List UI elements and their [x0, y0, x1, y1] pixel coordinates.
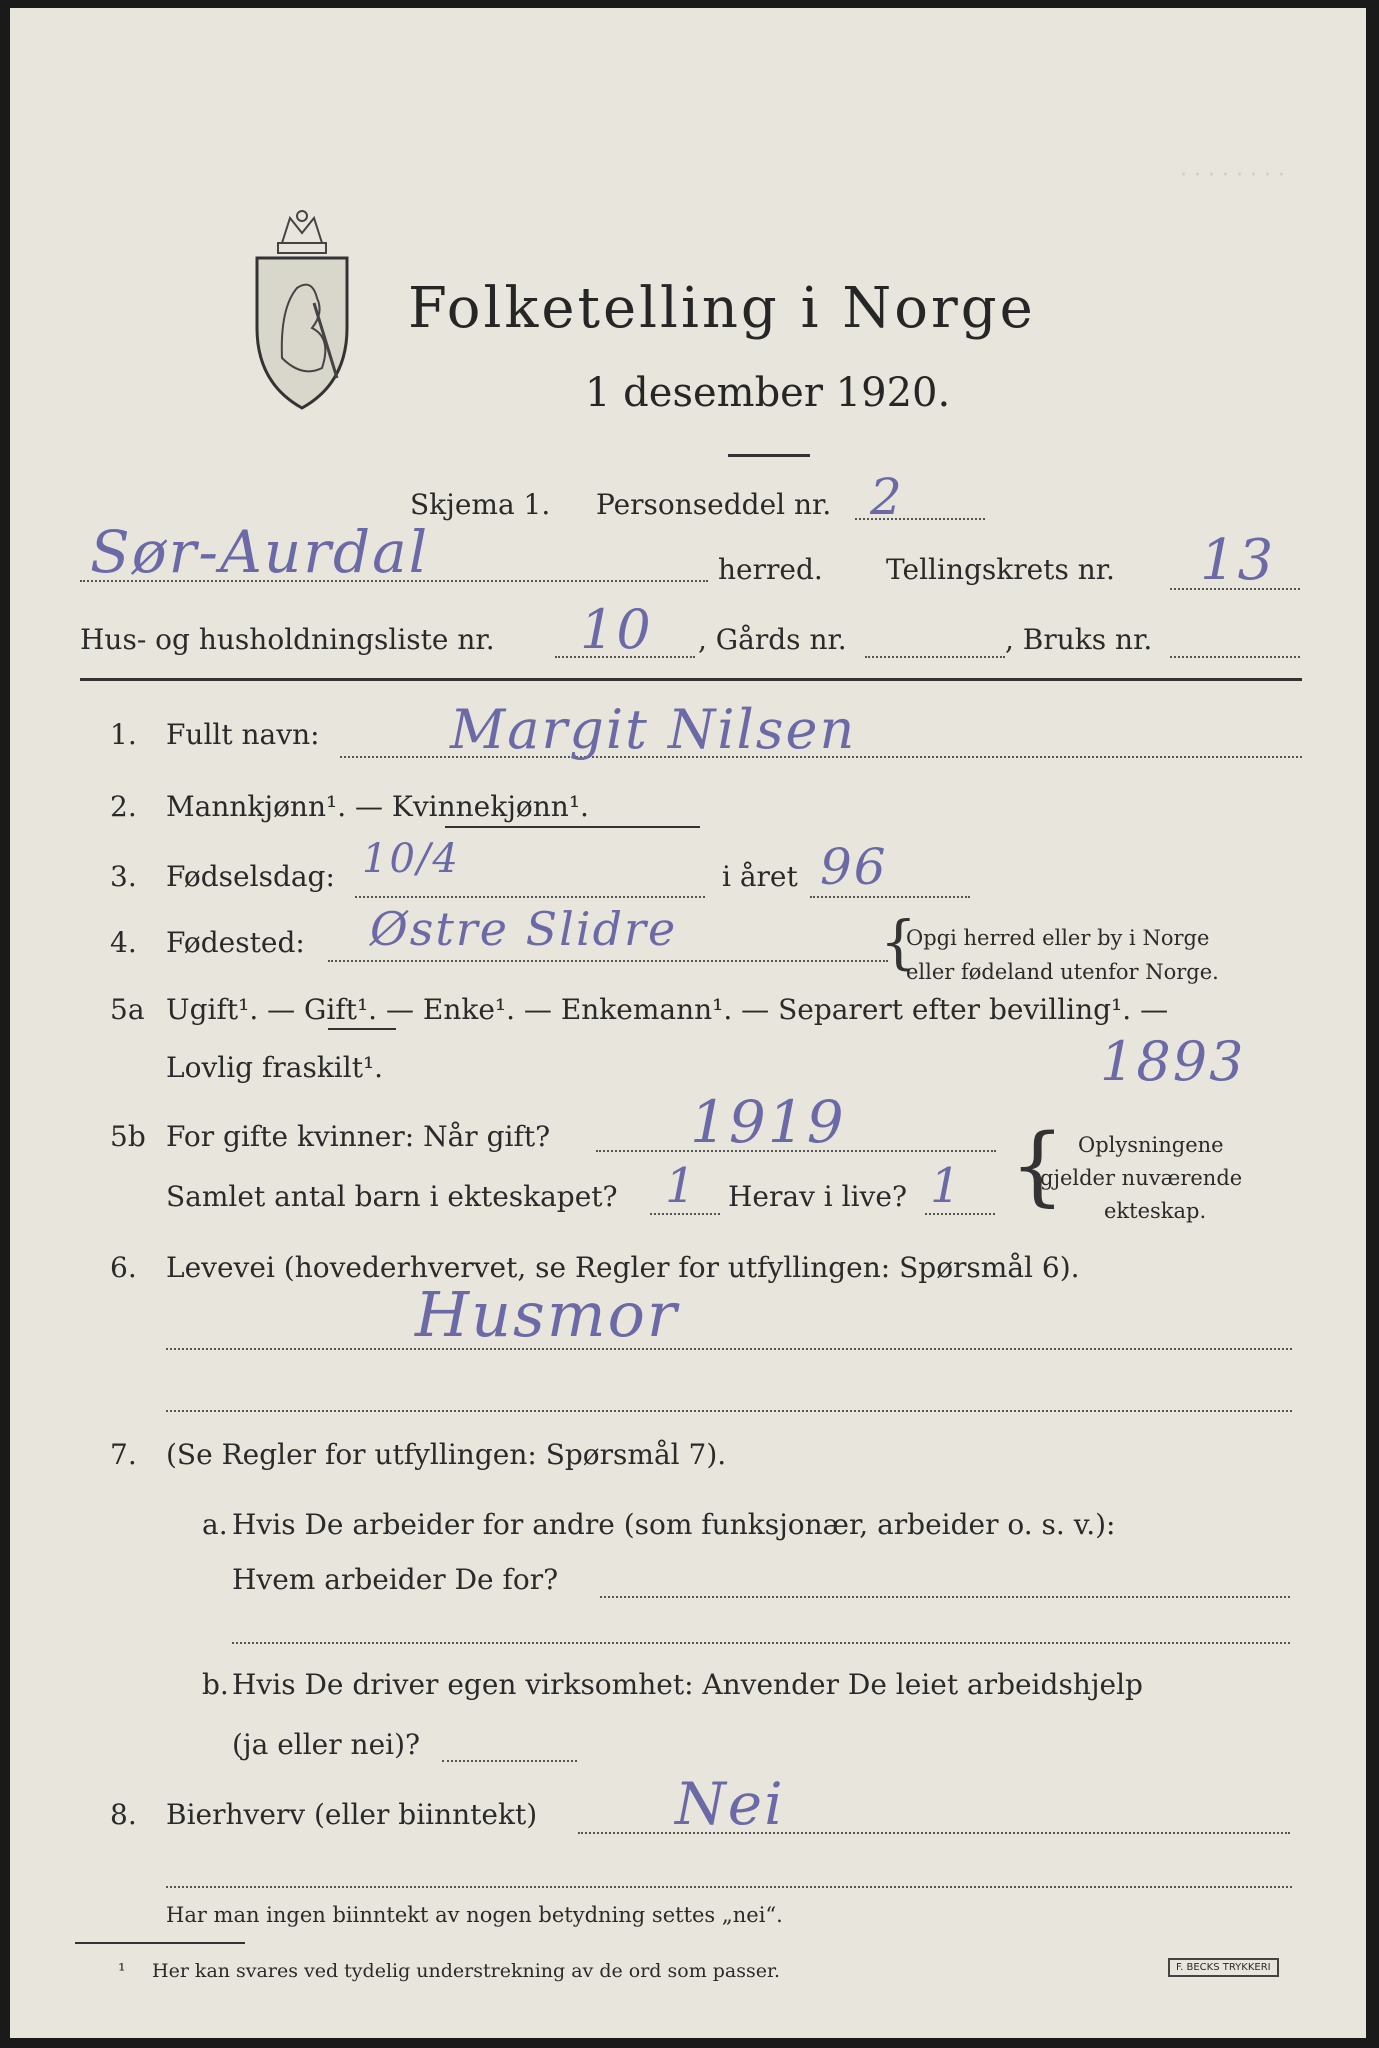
tellingskrets-value[interactable]: 13: [1200, 528, 1276, 593]
q8-label: Bierhverv (eller biinntekt): [166, 1798, 538, 1831]
personseddel-label: Personseddel nr.: [596, 488, 832, 521]
q3-year-label: i året: [722, 860, 798, 893]
printer-stamp: F. BECKS TRYKKERI: [1168, 1958, 1279, 1977]
q8-side-income-value[interactable]: Nei: [675, 1770, 785, 1838]
footnote-mark: ¹: [118, 1960, 126, 1982]
q4-note-line-2: eller fødeland utenfor Norge.: [906, 960, 1219, 984]
q5b-married-value[interactable]: 1919: [690, 1088, 846, 1156]
footer-note: Har man ingen biinntekt av nogen betydning settes „nei“.: [166, 1903, 783, 1927]
q7-label: (Se Regler for utfyllingen: Spørsmål 7).: [166, 1438, 727, 1471]
skjema-label: Skjema 1.: [410, 488, 551, 521]
q7a-line-extra[interactable]: [232, 1642, 1290, 1644]
q3-day-line: [355, 896, 705, 898]
form-title: Folketelling i Norge: [408, 276, 1036, 341]
gards-line: [865, 656, 1005, 658]
q7a-line-2: Hvem arbeider De for?: [232, 1563, 559, 1596]
q6-line-1: [166, 1348, 1292, 1350]
herred-label: herred.: [718, 553, 823, 586]
census-form-page: [10, 8, 1366, 2038]
q4-line: [328, 960, 888, 962]
q5b-children-label: Samlet antal barn i ekteskapet?: [166, 1180, 618, 1213]
coat-of-arms-icon: [242, 208, 362, 418]
q4-number: 4.: [110, 926, 137, 959]
q3-year-value[interactable]: 96: [820, 838, 888, 896]
gards-label: , Gårds nr.: [698, 623, 847, 656]
q7b-line-2: (ja eller nei)?: [232, 1728, 421, 1761]
q8-line-extra[interactable]: [166, 1886, 1292, 1888]
q5a-number: 5a: [110, 993, 145, 1026]
footnote-rule: [75, 1942, 245, 1944]
husholdningsliste-label: Hus- og husholdningsliste nr.: [80, 623, 495, 656]
q7b-line-1: Hvis De driver egen virksomhet: Anvender De leiet arbeidshjelp: [232, 1668, 1143, 1701]
q1-number: 1.: [110, 718, 137, 751]
q3-label: Fødselsdag:: [166, 860, 335, 893]
title-divider: [728, 454, 810, 457]
q2-number: 2.: [110, 790, 137, 823]
footnote-text: Her kan svares ved tydelig understrekning av de ord som passer.: [152, 1960, 781, 1982]
q5b-alive-value[interactable]: 1: [930, 1158, 963, 1214]
q3-year-line: [810, 896, 970, 898]
q7a-line[interactable]: [600, 1596, 1290, 1598]
q4-label: Fødested:: [166, 926, 305, 959]
q7-number: 7.: [110, 1438, 137, 1471]
q5b-note-line-1: Oplysningene: [1078, 1133, 1224, 1157]
q1-full-name-value[interactable]: Margit Nilsen: [450, 698, 857, 761]
q6-occupation-value[interactable]: Husmor: [415, 1278, 679, 1351]
header-rule: [80, 678, 1302, 681]
q7a-line-1: Hvis De arbeider for andre (som funksjonær, arbeider o. s. v.):: [232, 1508, 1116, 1541]
q5b-note-line-3: ekteskap.: [1104, 1199, 1207, 1223]
q7b-line[interactable]: [442, 1760, 577, 1762]
q5b-brace: {: [1010, 1116, 1065, 1216]
q8-number: 8.: [110, 1798, 137, 1831]
bruks-line: [1170, 656, 1300, 658]
q5b-number: 5b: [110, 1120, 146, 1153]
bleed-through-text: · · · · · · · ·: [1180, 163, 1285, 188]
bruks-label: , Bruks nr.: [1005, 623, 1153, 656]
q3-number: 3.: [110, 860, 137, 893]
q5b-children-value[interactable]: 1: [665, 1158, 698, 1214]
q3-day-value[interactable]: 10/4: [362, 836, 460, 882]
q7b-letter: b.: [202, 1668, 229, 1701]
q5a-margin-value[interactable]: 1893: [1100, 1030, 1246, 1093]
q4-brace: {: [880, 908, 917, 976]
q5b-alive-label: Herav i live?: [728, 1180, 907, 1213]
q6-line-2: [166, 1410, 1292, 1412]
q6-label: Levevei (hovederhvervet, se Regler for utfyllingen: Spørsmål 6).: [166, 1251, 1080, 1284]
q5a-line-2[interactable]: Lovlig fraskilt¹.: [166, 1051, 384, 1084]
q5a-underline-gift: [328, 1028, 396, 1030]
census-date: 1 desember 1920.: [585, 370, 951, 416]
q6-number: 6.: [110, 1251, 137, 1284]
q4-note-line-1: Opgi herred eller by i Norge: [906, 926, 1210, 950]
q4-birthplace-value[interactable]: Østre Slidre: [370, 902, 678, 956]
tellingskrets-label: Tellingskrets nr.: [886, 553, 1115, 586]
husholdningsliste-value[interactable]: 10: [580, 598, 653, 661]
herred-value[interactable]: Sør-Aurdal: [90, 518, 430, 586]
q5b-note-line-2: gjelder nuværende: [1040, 1166, 1243, 1190]
q2-gender-options[interactable]: Mannkjønn¹. — Kvinnekjønn¹.: [166, 790, 589, 823]
q1-label: Fullt navn:: [166, 718, 320, 751]
q7a-letter: a.: [202, 1508, 228, 1541]
personseddel-value[interactable]: 2: [870, 468, 904, 526]
q2-underline-kvinnekjonn: [445, 826, 700, 828]
q5a-marital-options[interactable]: Ugift¹. — Gift¹. — Enke¹. — Enkemann¹. — Separert efter bevilling¹. —: [166, 993, 1169, 1026]
q5b-married-label: For gifte kvinner: Når gift?: [166, 1120, 551, 1153]
